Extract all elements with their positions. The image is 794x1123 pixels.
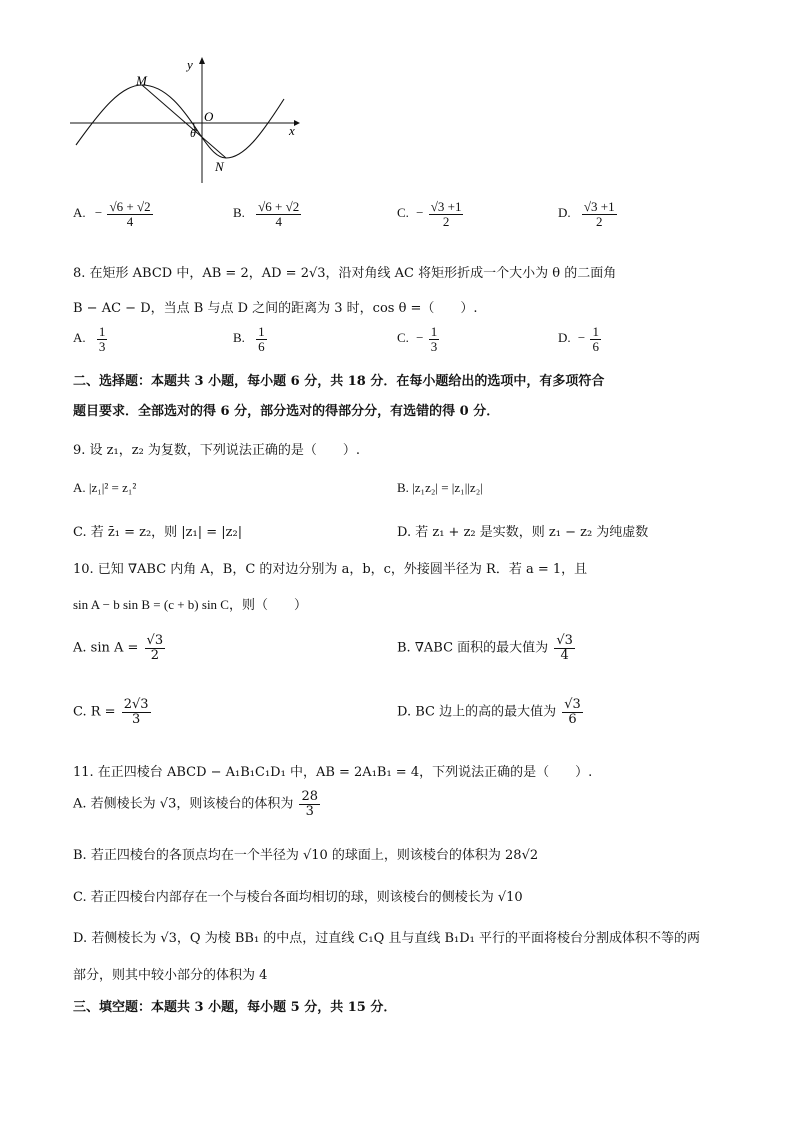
label-m: M <box>136 73 147 88</box>
q7-d-fraction: $\frac{√3 +1}{2}$ <box>583 199 615 229</box>
label-theta: θ <box>190 126 196 140</box>
q11-option-c: C. 若正四棱台内部存在一个与棱台各面均相切的球，则该棱台的侧棱长为 √10 <box>73 890 523 905</box>
q8-b-fraction: $\frac{1}{6}$ <box>258 324 265 354</box>
q10-option-b: B. ∇ABC 面积的最大值为 $\frac{√3}{4}$ <box>397 633 573 663</box>
q11-option-d-line2: 部分，则其中较小部分的体积为 4 <box>73 968 268 983</box>
q8-d-fraction: $\frac{1}{6}$ <box>592 324 599 354</box>
q7-option-d: D. $\frac{√3 +1}{2}$ <box>558 199 615 229</box>
sine-graph-figure <box>66 55 306 190</box>
section2-heading-line2: 题目要求．全部选对的得 6 分，部分选对的得部分分，有选错的得 0 分． <box>73 404 500 419</box>
section3-heading: 三、填空题：本题共 3 小题，每小题 5 分，共 15 分． <box>73 1000 397 1015</box>
q10-a-fraction: $\frac{√3}{2}$ <box>146 633 164 663</box>
q9-stem: 9. 设 z₁，z₂ 为复数，下列说法正确的是（ ）. <box>73 443 361 458</box>
q11-stem: 11. 在正四棱台 ABCD − A₁B₁C₁D₁ 中，AB = 2A₁B₁ = 4，下列说法正确的是（ ）. <box>73 765 593 780</box>
q9-option-b: B. |z₁z₂| = |z₁||z₂| <box>397 480 483 495</box>
q8-option-b: B. $\frac{1}{6}$ <box>233 324 265 354</box>
q10-d-fraction: $\frac{√3}{6}$ <box>564 697 581 727</box>
q10-stem-line2: sin A − b sin B = (c + b) sin C，则（ ） <box>73 597 307 612</box>
sine-curve <box>76 85 284 158</box>
q8-option-d: D. − $\frac{1}{6}$ <box>558 324 599 354</box>
q7-b-fraction: $\frac{√6 + √2}{4}$ <box>258 199 300 229</box>
q11-a-fraction: $\frac{28}{3}$ <box>301 789 319 819</box>
q7-option-a: A. − $\frac{√6 + √2}{4}$ <box>73 199 151 229</box>
q7-a-fraction: $\frac{√6 + √2}{4}$ <box>109 199 151 229</box>
q10-stem-line1: 10. 已知 ∇ABC 内角 A，B，C 的对边分别为 a，b，c，外接圆半径为 R．若 a = 1，且 <box>73 562 588 577</box>
q10-option-a: A. sin A = $\frac{√3}{2}$ <box>73 633 164 663</box>
section2-heading-line1: 二、选择题：本题共 3 小题，每小题 6 分，共 18 分．在每小题给出的选项中，有多项符合 <box>73 374 605 389</box>
x-axis-arrow <box>294 120 300 126</box>
q8-option-c: C. − $\frac{1}{3}$ <box>397 324 438 354</box>
y-axis-arrow <box>199 57 205 64</box>
label-o: O <box>204 109 214 124</box>
q9-option-a: A. |z₁|² = z₁² <box>73 480 137 495</box>
q10-c-fraction: $\frac{2√3}{3}$ <box>123 697 149 727</box>
q10-option-c: C. R = $\frac{2√3}{3}$ <box>73 697 149 727</box>
q9-option-c: C. 若 z̄₁ = z₂，则 |z₁| = |z₂| <box>73 525 243 540</box>
q8-stem-line2: B − AC − D，当点 B 与点 D 之间的距离为 3 时，cos θ =（ ）. <box>73 301 478 316</box>
q9-option-d: D. 若 z₁ + z₂ 是实数，则 z₁ − z₂ 为纯虚数 <box>397 525 649 540</box>
q8-option-a: A. $\frac{1}{3}$ <box>73 324 106 354</box>
label-n: N <box>215 159 224 174</box>
q7-c-fraction: $\frac{√3 +1}{2}$ <box>430 199 462 229</box>
label-y: y <box>187 57 193 72</box>
q11-option-a: A. 若侧棱长为 √3，则该棱台的体积为 $\frac{28}{3}$ <box>73 789 319 819</box>
q7-option-c: C. − $\frac{√3 +1}{2}$ <box>397 199 462 229</box>
q10-b-fraction: $\frac{√3}{4}$ <box>556 633 573 663</box>
segment-mn <box>142 85 226 158</box>
label-x: x <box>289 123 295 138</box>
q8-c-fraction: $\frac{1}{3}$ <box>430 324 438 354</box>
q11-option-d-line1: D. 若侧棱长为 √3，Q 为棱 BB₁ 的中点，过直线 C₁Q 且与直线 B₁D₁ 平行的平面将棱台分割成体积不等的两 <box>73 931 701 946</box>
q7-option-b: B. $\frac{√6 + √2}{4}$ <box>233 199 300 229</box>
q8-a-fraction: $\frac{1}{3}$ <box>98 324 106 354</box>
q10-option-d: D. BC 边上的高的最大值为 $\frac{√3}{6}$ <box>397 697 581 727</box>
q8-stem-line1: 8. 在矩形 ABCD 中，AB = 2，AD = 2√3，沿对角线 AC 将矩形折成一个大小为 θ 的二面角 <box>73 266 617 281</box>
q11-option-b: B. 若正四棱台的各顶点均在一个半径为 √10 的球面上，则该棱台的体积为 28√2 <box>73 848 539 863</box>
